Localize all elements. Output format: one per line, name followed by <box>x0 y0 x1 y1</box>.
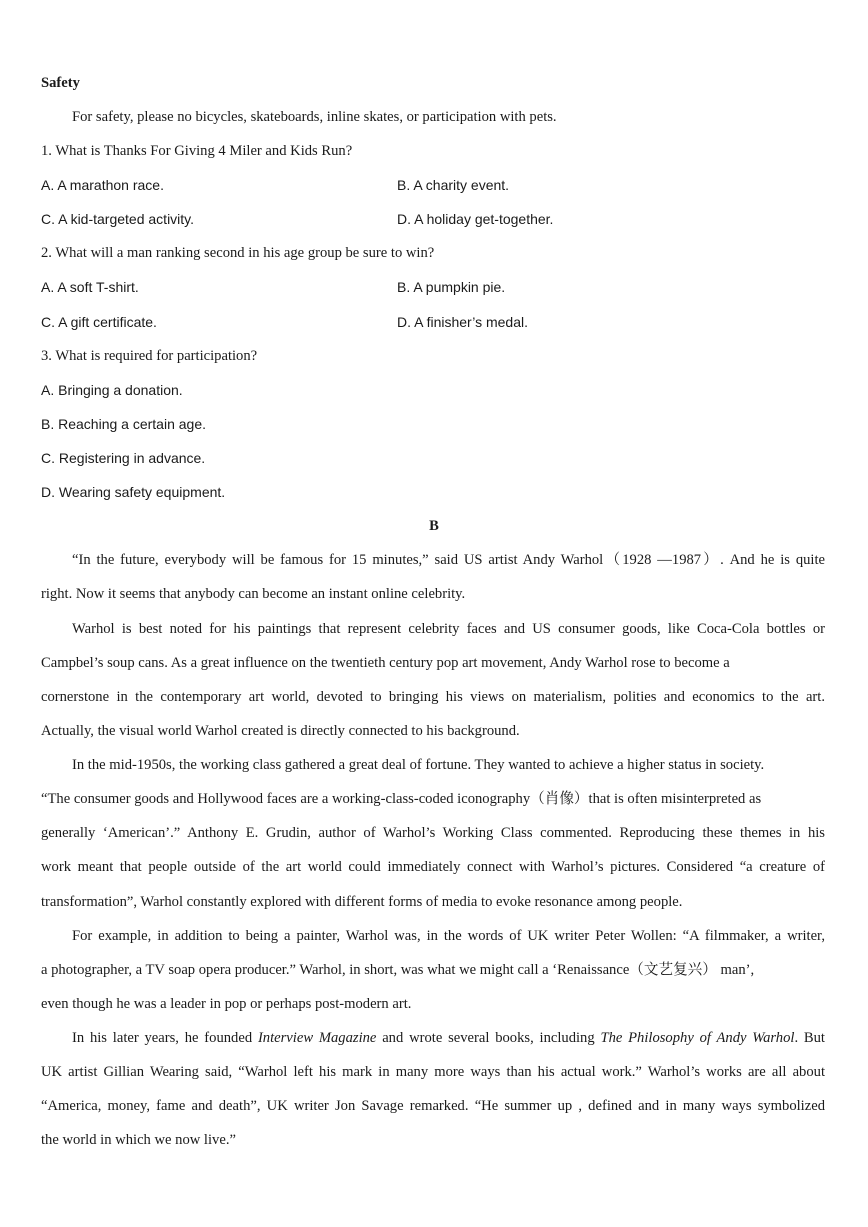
question-2-option-b: B. A pumpkin pie. <box>397 279 506 295</box>
passage-b-p1-line-1: “In the future, everybody will be famous for 15 minutes,” said US artist Andy Warhol（1928 —1987）. And he is quite <box>72 552 825 568</box>
passage-b-p3-line-5: transformation”, Warhol constantly explored with different forms of media to evoke resonance among people. <box>41 894 683 910</box>
passage-b-p3-line-4: work meant that people outside of the art world could immediately connect with Warhol’s pictures. Considered “a creature of <box>41 859 825 875</box>
question-2-option-a: A. A soft T-shirt. <box>41 279 139 295</box>
passage-b-p5-line-1 <box>72 1029 825 1047</box>
passage-b-p4-line-2: a photographer, a TV soap opera producer.” Warhol, in short, was what we might call a ‘Renaissance（文艺复兴） man’, <box>41 962 755 978</box>
passage-b-p5-line-2: UK artist Gillian Wearing said, “Warhol left his mark in many more ways than his actual work.” Warhol’s works are all about <box>41 1064 825 1080</box>
question-1-option-b: B. A charity event. <box>397 177 510 193</box>
p5-text-a: In his later years, he founded <box>72 1030 258 1046</box>
passage-b-p2-line-3: cornerstone in the contemporary art world, devoted to bringing his views on materialism, polities and economics to the art. <box>41 689 825 705</box>
question-1-option-c: C. A kid-targeted activity. <box>41 211 195 227</box>
p5-text-c: . But <box>794 1030 825 1046</box>
safety-paragraph: For safety, please no bicycles, skateboards, inline skates, or participation with pets. <box>72 109 557 125</box>
question-2-option-c: C. A gift certificate. <box>41 314 157 330</box>
question-2-stem: 2. What will a man ranking second in his age group be sure to win? <box>41 245 435 261</box>
interview-magazine-title: Interview Magazine <box>257 1030 377 1046</box>
question-3-option-a: A. Bringing a donation. <box>41 382 183 398</box>
question-3-option-d: D. Wearing safety equipment. <box>41 484 226 500</box>
question-3-option-c: C. Registering in advance. <box>41 450 206 466</box>
passage-b-heading: B <box>429 518 439 534</box>
question-1-stem: 1. What is Thanks For Giving 4 Miler and Kids Run? <box>41 143 353 159</box>
passage-b-p2-line-4: Actually, the visual world Warhol created is directly connected to his background. <box>41 723 520 739</box>
philosophy-book-title: The Philosophy of Andy Warhol <box>600 1030 795 1046</box>
passage-b-p5-line-3: “America, money, fame and death”, UK writer Jon Savage remarked. “He summer up , defined and in many ways symbolized <box>41 1098 825 1114</box>
passage-b-p3-line-2: “The consumer goods and Hollywood faces are a working-class-coded iconography（肖像）that is often misinterpreted as <box>41 791 762 807</box>
question-3-option-b: B. Reaching a certain age. <box>41 416 206 432</box>
passage-b-p1-line-2: right. Now it seems that anybody can become an instant online celebrity. <box>41 586 466 602</box>
passage-b-p4-line-1: For example, in addition to being a painter, Warhol was, in the words of UK writer Peter Wollen: “A filmmaker, a writer, <box>72 928 825 944</box>
passage-b-p4-line-3: even though he was a leader in pop or perhaps post-modern art. <box>41 996 412 1012</box>
passage-b-p5-line-4: the world in which we now live.” <box>41 1132 236 1148</box>
question-1-option-a: A. A marathon race. <box>41 177 164 193</box>
question-3-stem: 3. What is required for participation? <box>41 348 258 364</box>
passage-b-p2-line-1: Warhol is best noted for his paintings that represent celebrity faces and US consumer goods, like Coca-Cola bottles or <box>72 621 825 637</box>
question-1-option-d: D. A holiday get-together. <box>397 211 554 227</box>
passage-b-p2-line-2: Campbel’s soup cans. As a great influence on the twentieth century pop art movement, Andy Warhol rose to become a <box>41 655 730 671</box>
section-heading-safety: Safety <box>41 75 80 91</box>
p5-text-b: and wrote several books, including <box>376 1030 601 1046</box>
question-2-option-d: D. A finisher’s medal. <box>397 314 528 330</box>
passage-b-p3-line-1: In the mid-1950s, the working class gathered a great deal of fortune. They wanted to achieve a higher status in society. <box>72 757 765 773</box>
passage-b-p3-line-3: generally ‘American’.” Anthony E. Grudin, author of Warhol’s Working Class commented. Reproducing these themes in his <box>41 825 825 841</box>
